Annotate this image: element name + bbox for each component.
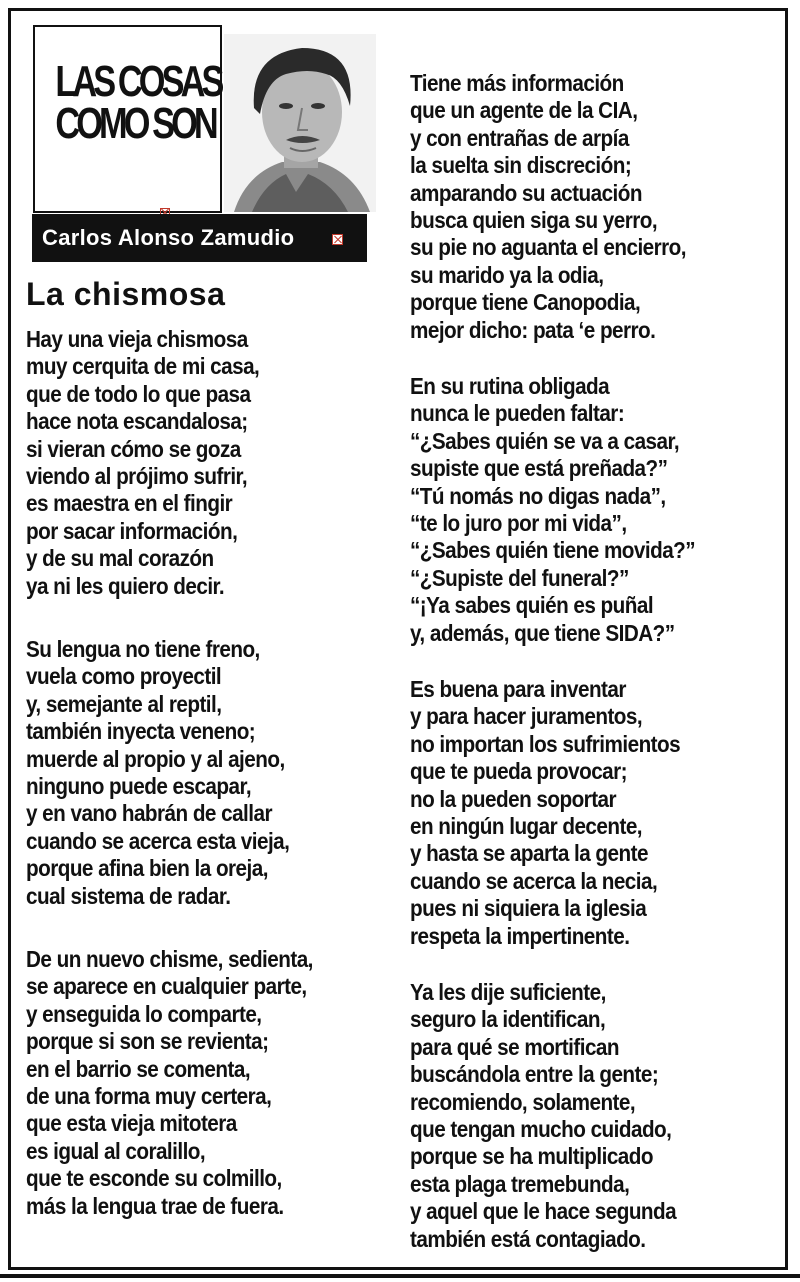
verse-line: ninguno puede escapar, [26, 773, 252, 800]
verse-line: la suelta sin discreción; [410, 152, 632, 179]
verse-line: recomiendo, solamente, [410, 1088, 636, 1115]
author-name: Carlos Alonso Zamudio [42, 225, 295, 250]
verse-line: cuando se acerca la necia, [410, 867, 658, 894]
verse-line: no importan los sufrimientos [410, 730, 681, 757]
verse-line: esta plaga tremebunda, [410, 1170, 630, 1197]
verse-line: que tengan mucho cuidado, [410, 1116, 672, 1143]
stanza-right-2 [410, 373, 695, 647]
poem-title: La chismosa [26, 276, 226, 312]
verse-line: Hay una vieja chismosa [26, 326, 248, 352]
verse-line: mejor dicho: pata ‘e perro. [410, 316, 656, 343]
verse-line: por sacar información, [26, 517, 238, 544]
verse-line: amparando su actuación [410, 179, 642, 206]
verse-line: seguro la identifican, [410, 1006, 606, 1033]
verse-line: también está contagiado. [410, 1225, 646, 1252]
verse-line: cual sistema de radar. [26, 882, 231, 909]
stanza-right-1 [410, 70, 686, 344]
verse-line: que un agente de la CIA, [410, 97, 638, 124]
stanza-right-3 [410, 676, 680, 950]
verse-line: es maestra en el fingir [26, 490, 233, 517]
verse-line: y aquel que le hace segunda [410, 1198, 677, 1225]
verse-line: “¡Ya sabes quién es puñal [410, 592, 654, 619]
verse-line: que te pueda provocar; [410, 758, 628, 785]
verse-line: que te esconde su colmillo, [26, 1165, 282, 1192]
author-name-bar [32, 214, 367, 262]
stanza-left-2 [26, 636, 289, 910]
stanza-left-3 [26, 946, 313, 1220]
verse-line: no la pueden soportar [410, 785, 617, 812]
logo-line-2: COMO SON [55, 99, 215, 148]
verse-line: En su rutina obligada [410, 373, 610, 399]
verse-line: y en vano habrán de callar [26, 800, 272, 827]
verse-line: y enseguida lo comparte, [26, 1000, 262, 1027]
verse-line: de una forma muy certera, [26, 1083, 272, 1110]
verse-line: supiste que está preñada?” [410, 455, 668, 482]
verse-line: muerde al propio y al ajeno, [26, 745, 285, 772]
verse-line: porque si son se revienta; [26, 1028, 269, 1055]
logo-line-1: LAS COSAS [55, 57, 221, 106]
verse-line: y, además, que tiene SIDA?” [410, 619, 675, 646]
verse-line: Su lengua no tiene freno, [26, 636, 260, 662]
verse-line: su pie no aguanta el encierro, [410, 234, 686, 261]
verse-line: Es buena para inventar [410, 676, 626, 702]
verse-line: “Tú nomás no digas nada”, [410, 482, 666, 509]
verse-line: y, semejante al reptil, [26, 690, 222, 717]
verse-line: y con entrañas de arpía [410, 124, 629, 151]
bottom-rule [0, 1274, 800, 1278]
verse-line: Tiene más información [410, 70, 624, 96]
verse-line: en el barrio se comenta, [26, 1055, 251, 1082]
verse-line: muy cerquita de mi casa, [26, 353, 260, 380]
verse-line: para qué se mortifican [410, 1033, 619, 1060]
verse-line: “¿Supiste del funeral?” [410, 564, 629, 591]
broken-image-icon [332, 234, 343, 245]
verse-line: “¿Sabes quién se va a casar, [410, 427, 680, 454]
verse-line: pues ni siquiera la iglesia [410, 895, 647, 922]
verse-line: es igual al coralillo, [26, 1137, 206, 1164]
verse-line: “te lo juro por mi vida”, [410, 510, 627, 537]
verse-line: cuando se acerca esta vieja, [26, 827, 290, 854]
verse-line: se aparece en cualquier parte, [26, 973, 307, 1000]
verse-line: busca quien siga su yerro, [410, 207, 658, 234]
verse-line: porque afina bien la oreja, [26, 855, 268, 882]
verse-line: más la lengua trae de fuera. [26, 1192, 284, 1219]
verse-line: también inyecta veneno; [26, 718, 256, 745]
verse-line: nunca le pueden faltar: [410, 400, 625, 427]
verse-line: Ya les dije suficiente, [410, 979, 606, 1005]
stanza-left-1 [26, 326, 259, 600]
verse-line: vuela como proyectil [26, 663, 222, 690]
verse-line: hace nota escandalosa; [26, 408, 248, 435]
column-logo-text [55, 57, 221, 148]
verse-line: porque se ha multiplicado [410, 1143, 653, 1170]
verse-line: porque tiene Canopodia, [410, 289, 641, 316]
verse-line: en ningún lugar decente, [410, 813, 643, 840]
stanza-right-4 [410, 979, 676, 1253]
verse-line: que de todo lo que pasa [26, 380, 251, 407]
verse-line: buscándola entre la gente; [410, 1061, 659, 1088]
verse-line: y de su mal corazón [26, 545, 214, 572]
verse-line: que esta vieja mitotera [26, 1110, 237, 1137]
verse-line: su marido ya la odia, [410, 261, 604, 288]
verse-line: si vieran cómo se goza [26, 435, 241, 462]
verse-line: y hasta se aparta la gente [410, 840, 648, 867]
verse-line: y para hacer juramentos, [410, 703, 643, 730]
column-logo [33, 25, 222, 213]
verse-line: ya ni les quiero decir. [26, 572, 225, 599]
author-photo [224, 34, 376, 212]
verse-line: “¿Sabes quién tiene movida?” [410, 537, 696, 564]
verse-line: viendo al prójimo sufrir, [26, 463, 248, 490]
verse-line: De un nuevo chisme, sedienta, [26, 946, 313, 972]
verse-line: respeta la impertinente. [410, 922, 630, 949]
